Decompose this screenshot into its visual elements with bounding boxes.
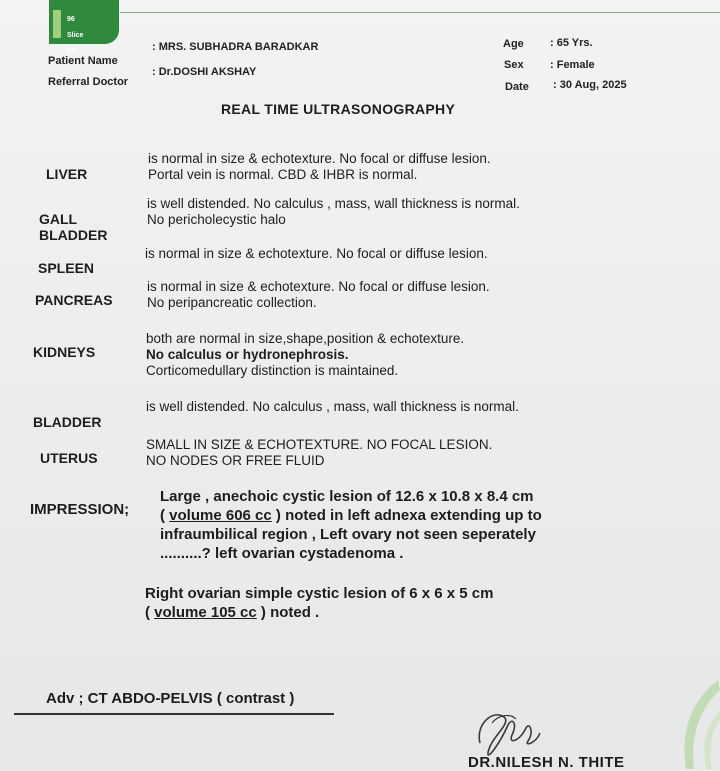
referral-doctor-label: Referral Doctor <box>48 76 129 88</box>
header-rule <box>120 0 720 13</box>
date-value: : 30 Aug, 2025 <box>553 79 627 91</box>
patient-name-label: Patient Name <box>48 55 118 67</box>
sex-value: : Female <box>550 59 595 71</box>
referral-doctor-value: : Dr.DOSHI AKSHAY <box>152 66 257 78</box>
finding-line: is normal in size & echotexture. No focal or diffuse lesion. <box>147 279 490 294</box>
impression-line: infraumbilical region , Left ovary not seen seperately <box>160 526 536 543</box>
clinic-logo <box>49 0 119 55</box>
organ-uterus <box>40 450 98 466</box>
finding-line: No peripancreatic collection. <box>147 295 317 310</box>
organ-label: BLADDER <box>33 414 102 430</box>
finding-bladder <box>146 399 519 415</box>
finding-line: Portal vein is normal. CBD & IHBR is normal. <box>148 167 418 182</box>
age-label: Age <box>503 38 524 50</box>
organ-label: KIDNEYS <box>33 344 96 360</box>
finding-gall-bladder <box>147 196 520 228</box>
organ-liver <box>46 166 87 182</box>
advice-text: Adv ; CT ABDO-PELVIS ( contrast ) <box>46 690 295 707</box>
organ-label: SPLEEN <box>38 260 95 276</box>
paren-open: ( <box>145 604 155 621</box>
age-value: : 65 Yrs. <box>550 37 593 49</box>
finding-pancreas <box>147 279 490 311</box>
impression-line-rest: ) noted . <box>256 604 320 621</box>
finding-line: is normal in size & echotexture. No focal or diffuse lesion. <box>145 246 488 261</box>
finding-liver <box>148 151 491 183</box>
logo-line-2: Slice <box>67 32 84 39</box>
patient-name-value: : MRS. SUBHADRA BARADKAR <box>152 41 319 53</box>
doctor-name: DR.NILESH N. THITE <box>468 754 625 771</box>
organ-label: LIVER <box>46 166 88 182</box>
volume-underlined: volume 105 cc <box>154 604 257 621</box>
organ-label: GALL <box>39 211 78 227</box>
finding-line: No pericholecystic halo <box>147 212 286 227</box>
impression-primary <box>160 487 542 563</box>
volume-underlined: volume 606 cc <box>169 507 272 524</box>
organ-gall-bladder <box>39 211 107 243</box>
impression-label: IMPRESSION; <box>30 501 130 518</box>
finding-line: is well distended. No calculus , mass, wall thickness is normal. <box>147 196 520 211</box>
impression-secondary <box>145 584 493 622</box>
organ-pancreas <box>35 292 113 308</box>
advice-underline <box>14 713 334 715</box>
report-title: REAL TIME ULTRASONOGRAPHY <box>221 101 456 117</box>
organ-bladder <box>33 414 101 430</box>
organ-kidneys <box>33 344 95 360</box>
finding-line: both are normal in size,shape,position & echotexture. <box>146 331 465 346</box>
date-label: Date <box>505 81 529 93</box>
paren-open: ( <box>160 507 170 524</box>
impression-line <box>145 603 493 622</box>
finding-uterus <box>146 437 492 469</box>
finding-line: is well distended. No calculus , mass, wall thickness is normal. <box>146 399 519 414</box>
impression-line: Right ovarian simple cystic lesion of 6 x 6 x 5 cm <box>145 585 494 602</box>
organ-label: UTERUS <box>40 450 98 466</box>
organ-label: BLADDER <box>39 227 108 243</box>
finding-line: NO NODES OR FREE FLUID <box>146 453 325 468</box>
logo-line-1: 96 <box>67 16 75 23</box>
logo-accent-bar <box>53 10 61 38</box>
impression-line: Large , anechoic cystic lesion of 12.6 x 10.8 x 8.4 cm <box>160 488 534 505</box>
sex-label: Sex <box>504 59 524 71</box>
impression-line <box>160 506 542 525</box>
finding-spleen <box>145 246 488 262</box>
finding-line-bold: No calculus or hydronephrosis. <box>146 347 349 362</box>
logo-line-3: CT <box>67 48 77 55</box>
impression-line-rest: ) noted in left adnexa extending up to <box>271 507 542 524</box>
organ-label: PANCREAS <box>35 292 113 308</box>
finding-line: is normal in size & echotexture. No focal or diffuse lesion. <box>148 151 491 166</box>
finding-line: SMALL IN SIZE & ECHOTEXTURE. NO FOCAL LESION. <box>146 437 493 452</box>
impression-line: ..........? left ovarian cystadenoma . <box>160 545 404 562</box>
finding-kidneys <box>146 331 464 379</box>
finding-line: Corticomedullary distinction is maintained. <box>146 363 399 378</box>
decorative-leaf-icon <box>672 680 720 769</box>
organ-spleen <box>38 260 94 276</box>
